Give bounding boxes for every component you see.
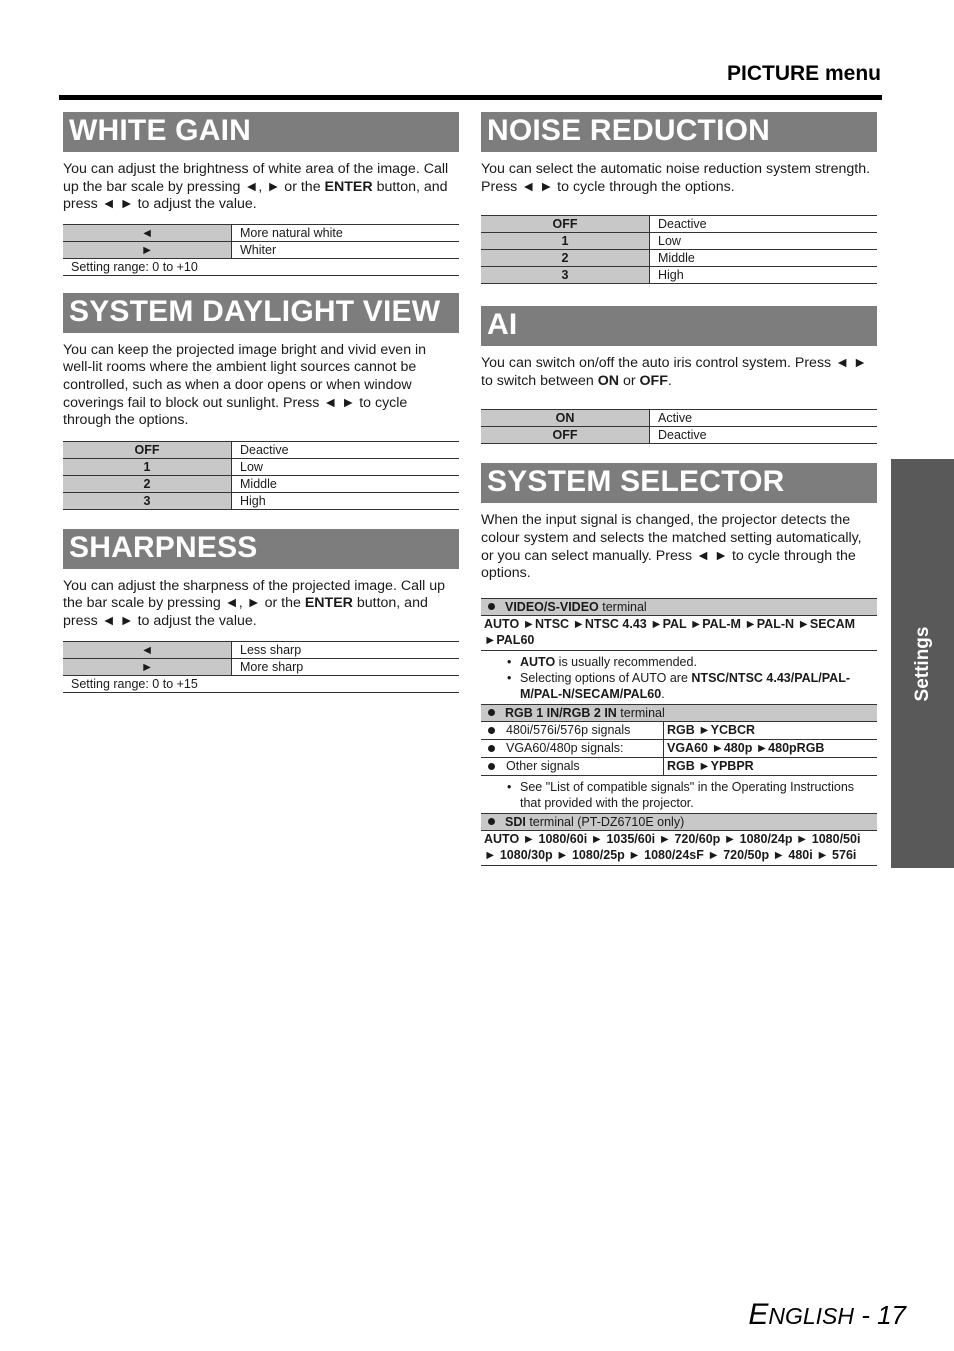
text-segment: ON [597, 372, 619, 389]
rgb-row [481, 757, 877, 775]
bullet-dot [488, 709, 495, 716]
rgb-note: • See "List of compatible signals" in the Operating Instructions that provided with the projector. [507, 779, 877, 811]
text-segment: OFF [639, 372, 668, 389]
option-row [63, 241, 459, 258]
settings-side-tab [891, 459, 954, 868]
sharpness-table [63, 641, 459, 676]
sdi-terminal-name: SDI [505, 814, 526, 829]
text-segment: You can keep the projected image bright and vivid even in well-lit rooms where the ambient light sources cannot be controlled, such as when a door opens or when window coverings fail to block out sunlight. Press ◄ ► to cycle through the options. [63, 341, 427, 429]
option-key: 2 [481, 250, 650, 267]
rgb-terminal-name: RGB 1 IN/RGB 2 IN [505, 705, 617, 720]
rgb-terminal-suffix: terminal [616, 705, 665, 720]
option-value: Deactive [650, 216, 878, 233]
rgb-terminal-header [481, 704, 877, 721]
option-row [63, 224, 459, 241]
text-segment: or [619, 372, 640, 389]
option-value: Low [650, 233, 878, 250]
footer-language: NGLISH [768, 1303, 854, 1329]
video-note-options: • Selecting options of AUTO are NTSC/NTSC 4.43/PAL/PAL-M/PAL-N/SECAM/PAL60. [507, 670, 877, 702]
option-key: OFF [481, 216, 650, 233]
option-row [481, 410, 877, 427]
option-value: Low [232, 458, 460, 475]
ai-title: AI [481, 306, 877, 346]
bullet-dot [488, 818, 495, 825]
option-row [63, 658, 459, 675]
option-value: High [650, 267, 878, 284]
rgb-row-label: VGA60/480p signals: [506, 740, 624, 755]
rgb-row [481, 739, 877, 757]
text-segment: button, and press ◄ ► to adjust the value. [63, 595, 428, 629]
noise-reduction-table [481, 215, 877, 284]
bullet-dot [488, 745, 495, 752]
text-segment: ENTER [304, 595, 353, 612]
option-row [63, 458, 459, 475]
rgb-row-value: VGA60 ►480p ►480pRGB [664, 739, 878, 757]
option-row [481, 216, 877, 233]
white-gain-title: WHITE GAIN [63, 112, 459, 152]
option-value: Deactive [650, 427, 878, 444]
rgb-row-value: RGB ►YCBCR [664, 721, 878, 739]
page-footer [748, 1298, 906, 1332]
video-sequence: AUTO ►NTSC ►NTSC 4.43 ►PAL ►PAL-M ►PAL-N ►SECAM ►PAL60 [481, 615, 877, 650]
text-segment: You can select the automatic noise reduction system strength. Press ◄ ► to cycle through the options. [481, 161, 871, 195]
left-column [63, 112, 459, 693]
video-terminal-header [481, 598, 877, 615]
ai-table [481, 409, 877, 444]
option-row [63, 475, 459, 492]
option-key: ► [63, 241, 232, 258]
option-value: High [232, 492, 460, 509]
footer-initial: E [748, 1298, 769, 1331]
option-row [63, 441, 459, 458]
option-value: More sharp [232, 658, 460, 675]
text-segment: You can adjust the sharpness of the projected image. Call up the bar scale by pressing ◄, ► or the [63, 577, 445, 612]
option-value: Middle [650, 250, 878, 267]
rgb-note-row [481, 775, 877, 813]
ai-description [481, 355, 877, 390]
rgb-row-label: Other signals [506, 758, 580, 773]
system-daylight-view-table [63, 441, 459, 510]
option-value: More natural white [232, 224, 460, 241]
bullet-dot [488, 727, 495, 734]
footer-page-number: - 17 [853, 1300, 906, 1330]
system-selector-table [481, 598, 877, 866]
video-sequence-row [481, 615, 877, 650]
text-segment: button, and press ◄ ► to adjust the value. [63, 178, 448, 213]
white-gain-table [63, 224, 459, 259]
option-value: Whiter [232, 241, 460, 258]
text-segment: You can adjust the brightness of white area of the image. Call up the bar scale by pressing ◄, ► or the [63, 161, 449, 195]
option-key: ◄ [63, 641, 232, 658]
option-value: Deactive [232, 441, 460, 458]
video-terminal-name: VIDEO/S-VIDEO [505, 599, 599, 614]
rgb-row [481, 721, 877, 739]
page-header-title: PICTURE menu [726, 62, 881, 85]
rgb-row-label: 480i/576i/576p signals [506, 722, 631, 737]
option-row [481, 427, 877, 444]
option-row [63, 641, 459, 658]
video-note-auto: • AUTO is usually recommended. [507, 654, 877, 670]
settings-tab-label: Settings [911, 626, 933, 701]
option-row [481, 233, 877, 250]
option-key: ON [481, 410, 650, 427]
text-segment: . [667, 372, 672, 389]
option-row [481, 267, 877, 284]
sharpness-range: Setting range: 0 to +15 [63, 676, 459, 693]
option-key: ◄ [63, 224, 232, 241]
sdi-sequence: AUTO ► 1080/60i ► 1035/60i ► 720/60p ► 1080/24p ► 1080/50i ► 1080/30p ► 1080/25p ► 1080/24sF ► 720/50p ► 480i ► 576i [481, 830, 877, 865]
system-daylight-view-description [63, 342, 459, 430]
text-segment: When the input signal is changed, the projector detects the colour system and selects the matched setting automatically, or you can select manually. Press ◄ ► to cycle through the options. [481, 512, 862, 582]
sdi-terminal-suffix: terminal (PT-DZ6710E only) [525, 814, 685, 829]
white-gain-range-table [63, 259, 459, 276]
sharpness-title: SHARPNESS [63, 529, 459, 569]
system-daylight-view-title: SYSTEM DAYLIGHT VIEW [63, 293, 459, 333]
right-column [481, 112, 877, 866]
option-value: Active [650, 410, 878, 427]
option-key: OFF [63, 441, 232, 458]
option-row [481, 250, 877, 267]
option-key: ► [63, 658, 232, 675]
white-gain-range: Setting range: 0 to +10 [63, 259, 459, 276]
header-rule [59, 95, 882, 100]
option-key: OFF [481, 427, 650, 444]
sharpness-description [63, 578, 459, 631]
white-gain-description [63, 161, 459, 214]
noise-reduction-title: NOISE REDUCTION [481, 112, 877, 152]
option-row [63, 492, 459, 509]
bullet-dot [488, 763, 495, 770]
rgb-row-value: RGB ►YPBPR [664, 757, 878, 775]
option-key: 1 [63, 458, 232, 475]
sharpness-range-table [63, 676, 459, 693]
sdi-terminal-header [481, 813, 877, 830]
option-key: 2 [63, 475, 232, 492]
system-selector-description [481, 512, 877, 582]
option-key: 1 [481, 233, 650, 250]
option-value: Less sharp [232, 641, 460, 658]
video-terminal-suffix: terminal [598, 599, 647, 614]
text-segment: ENTER [324, 178, 373, 195]
bullet-dot [488, 603, 495, 610]
sdi-sequence-row [481, 830, 877, 865]
video-notes-row [481, 650, 877, 704]
system-selector-title: SYSTEM SELECTOR [481, 463, 877, 503]
text-segment: You can switch on/off the auto iris control system. Press ◄ ► to switch between [481, 355, 868, 389]
option-key: 3 [481, 267, 650, 284]
option-value: Middle [232, 475, 460, 492]
noise-reduction-description [481, 161, 877, 196]
option-key: 3 [63, 492, 232, 509]
